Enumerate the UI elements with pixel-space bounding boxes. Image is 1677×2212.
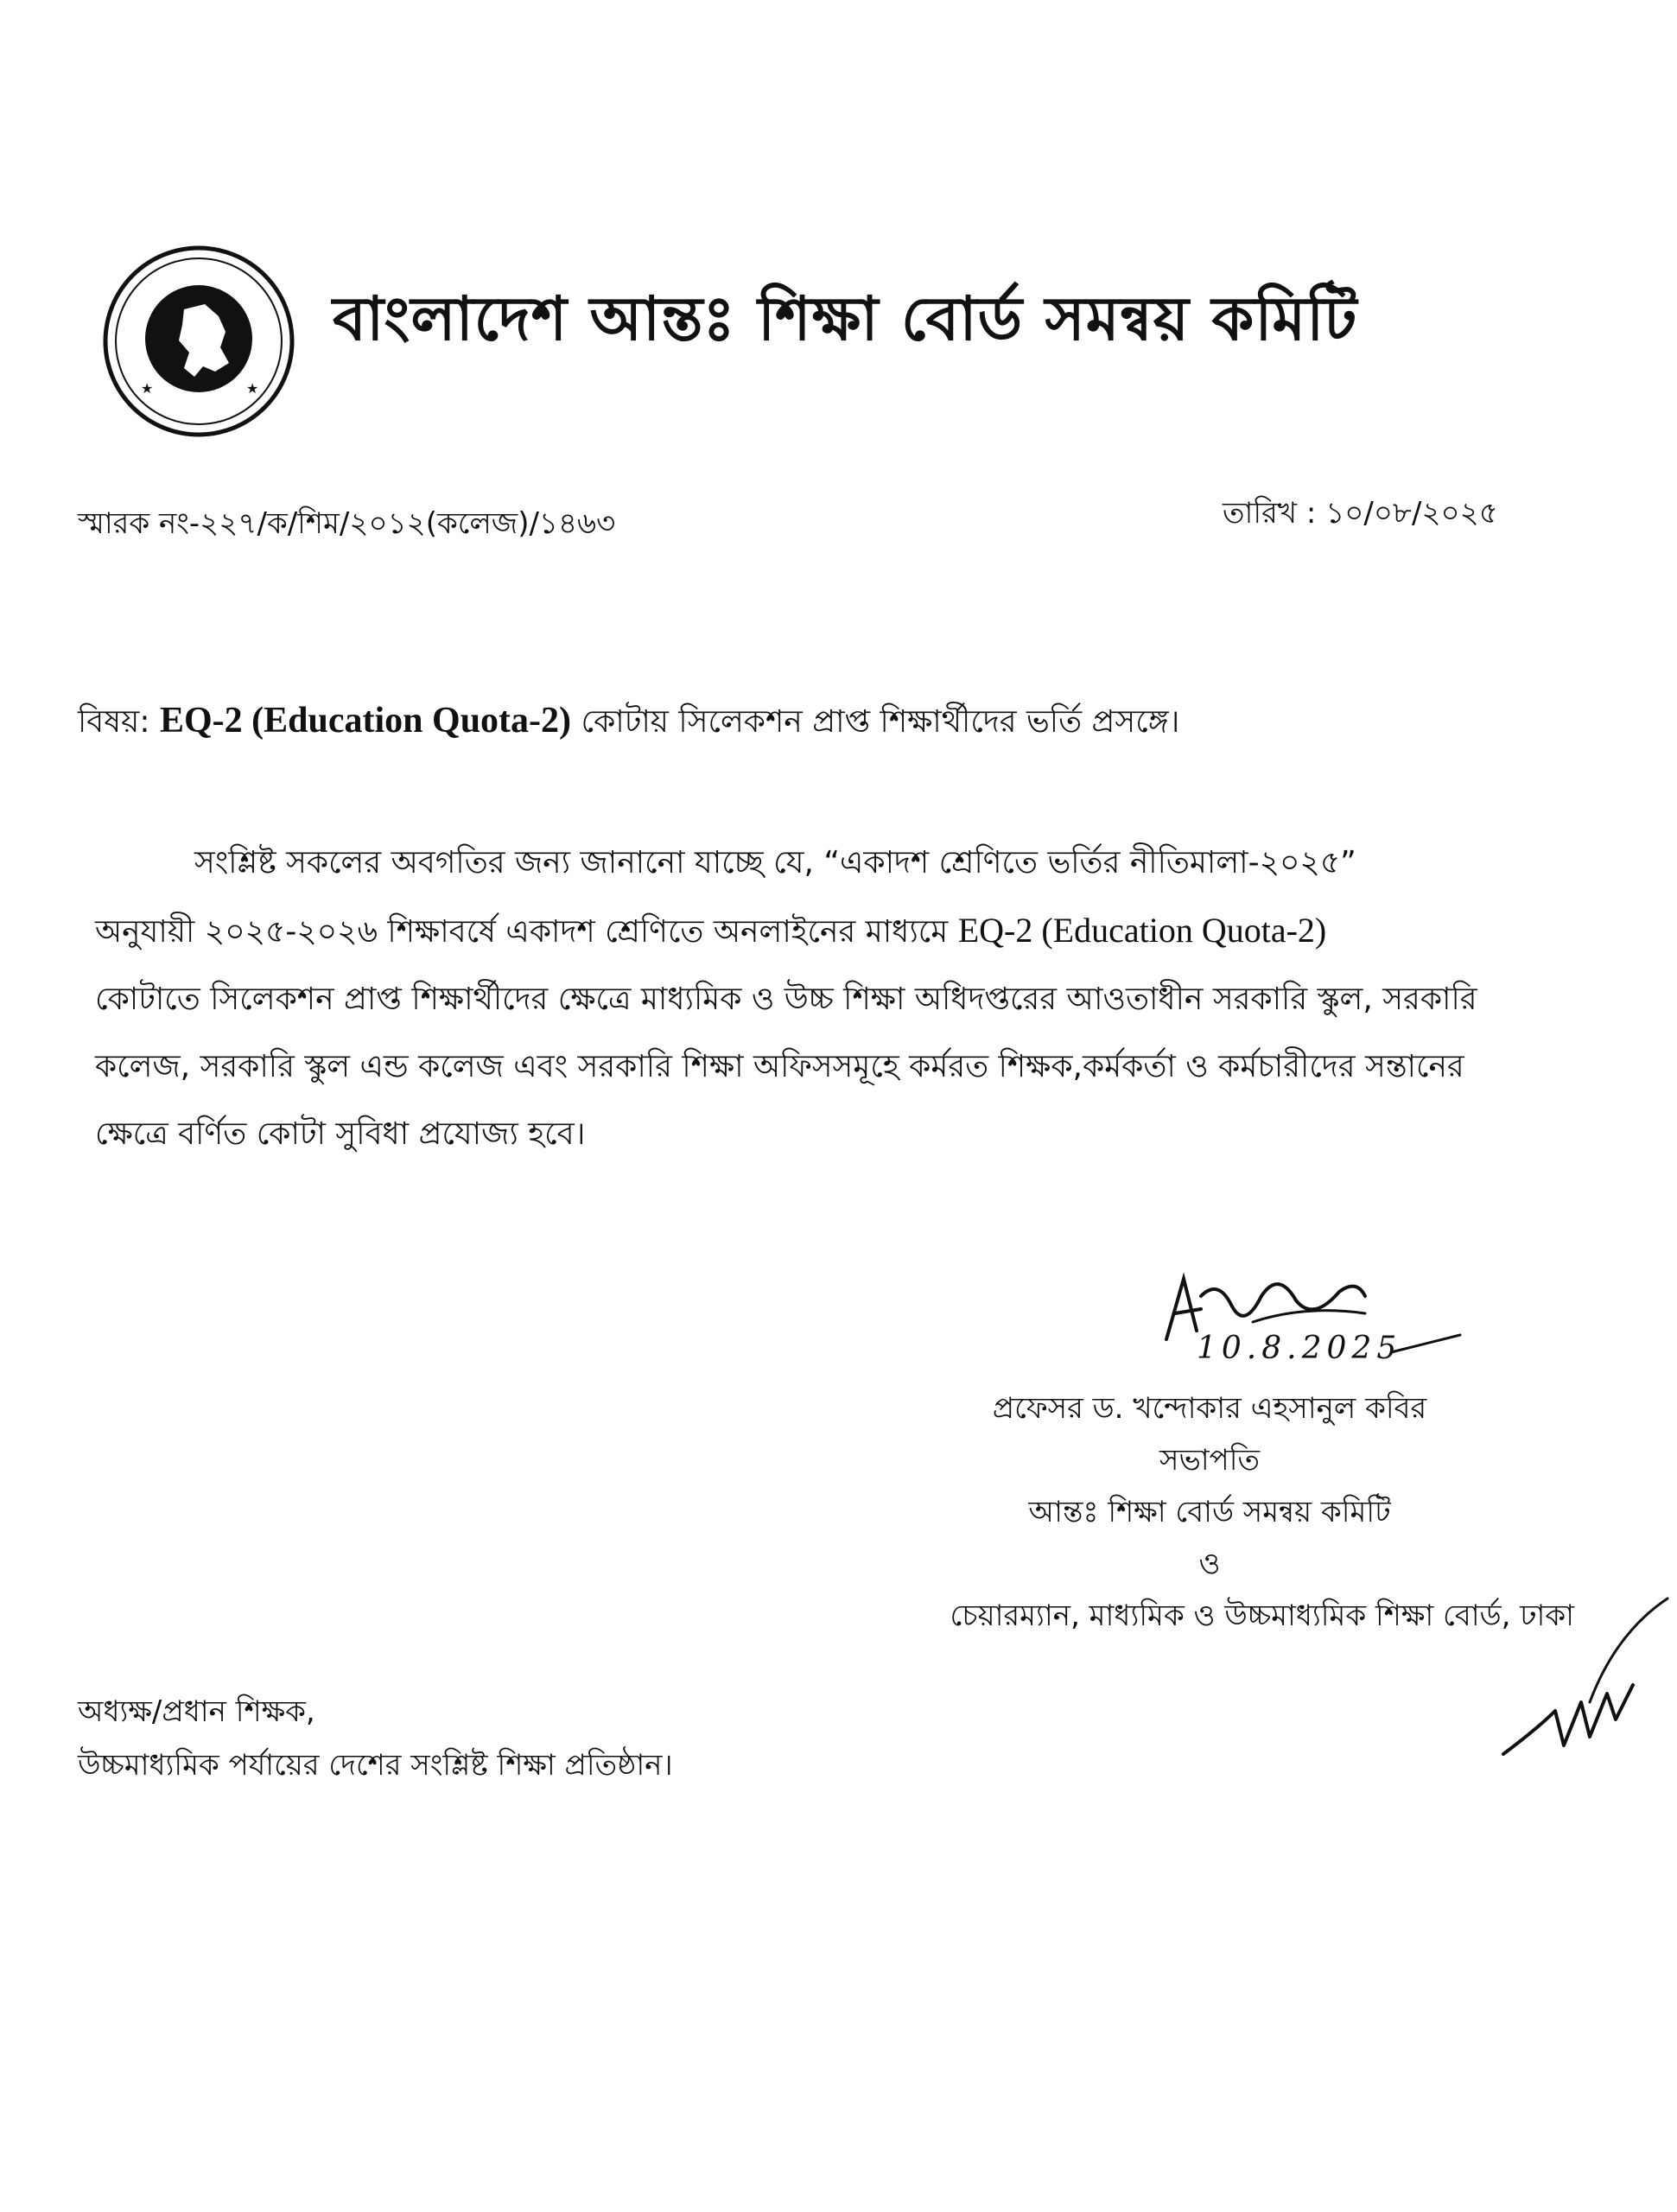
signatory-second-role: চেয়ারম্যান, মাধ্যমিক ও উচ্চমাধ্যমিক শিক্ষা বোর্ড, ঢাকা (950, 1599, 1574, 1633)
body-line: কলেজ, সরকারি স্কুল এন্ড কলেজ এবং সরকারি শিক্ষা অফিসসমূহে কর্মরত শিক্ষক,কর্মকর্তা ও কর্মচারীদের সন্তানের (95, 1049, 1464, 1084)
subject-quota-code: EQ-2 (Education Quota-2) (159, 701, 572, 741)
organization-title: বাংলাদেশ আন্তঃ শিক্ষা বোর্ড সমন্বয় কমিটি (333, 283, 1358, 354)
date-value: ১০/০৮/২০২৫ (1325, 496, 1498, 531)
subject-text: কোটায় সিলেকশন প্রাপ্ত শিক্ষার্থীদের ভর্তি প্রসঙ্গে। (581, 704, 1180, 740)
government-seal-icon (99, 242, 298, 441)
handwritten-date: 10.8.2025 (1197, 1331, 1402, 1366)
body-line (95, 897, 1581, 966)
signatory-conjunction: ও (1198, 1547, 1221, 1581)
initial-graphic (1486, 1581, 1676, 1771)
body-paragraph (95, 830, 1581, 1168)
recipient-line: উচ্চমাধ্যমিক পর্যায়ের দেশের সংশ্লিষ্ট শিক্ষা প্রতিষ্ঠান। (78, 1748, 673, 1783)
letter-date (1223, 491, 1498, 540)
signatory-committee: আন্তঃ শিক্ষা বোর্ড সমন্বয় কমিটি (1028, 1495, 1391, 1529)
signatory-block (829, 1382, 1590, 1642)
signatory-name: প্রফেসর ড. খন্দোকার এহসানুল কবির (992, 1391, 1427, 1426)
initial-scribble (1486, 1581, 1676, 1771)
body-line: সংশ্লিষ্ট সকলের অবগতির জন্য জানানো যাচ্ছে যে, “একাদশ শ্রেণিতে ভর্তির নীতিমালা-২০২৫” (194, 845, 1356, 880)
body-line-text: অনুযায়ী ২০২৫-২০২৬ শিক্ষাবর্ষে একাদশ শ্রেণিতে অনলাইনের মাধ্যমে (95, 914, 949, 950)
government-seal-graphic (99, 242, 298, 441)
svg-text:★: ★ (141, 380, 154, 397)
signatory-title: সভাপতি (1159, 1443, 1260, 1478)
svg-text:★: ★ (246, 380, 259, 397)
body-quota-code: EQ-2 (Education Quota-2) (957, 911, 1327, 950)
date-label: তারিখ : (1223, 496, 1317, 531)
subject-line (78, 698, 1179, 750)
recipient-block (78, 1685, 673, 1792)
subject-label: বিষয়: (78, 704, 150, 740)
memo-number: স্মারক নং-২২৭/ক/শিম/২০১২(কলেজ)/১৪৬৩ (78, 506, 616, 541)
recipient-line: অধ্যক্ষ/প্রধান শিক্ষক, (78, 1694, 315, 1729)
body-line: ক্ষেত্রে বর্ণিত কোটা সুবিধা প্রযোজ্য হবে। (95, 1116, 586, 1152)
body-line: কোটাতে সিলেকশন প্রাপ্ত শিক্ষার্থীদের ক্ষেত্রে মাধ্যমিক ও উচ্চ শিক্ষা অধিদপ্তরের আওতাধীন সরকারি স্কুল, সরকারি (95, 982, 1477, 1017)
